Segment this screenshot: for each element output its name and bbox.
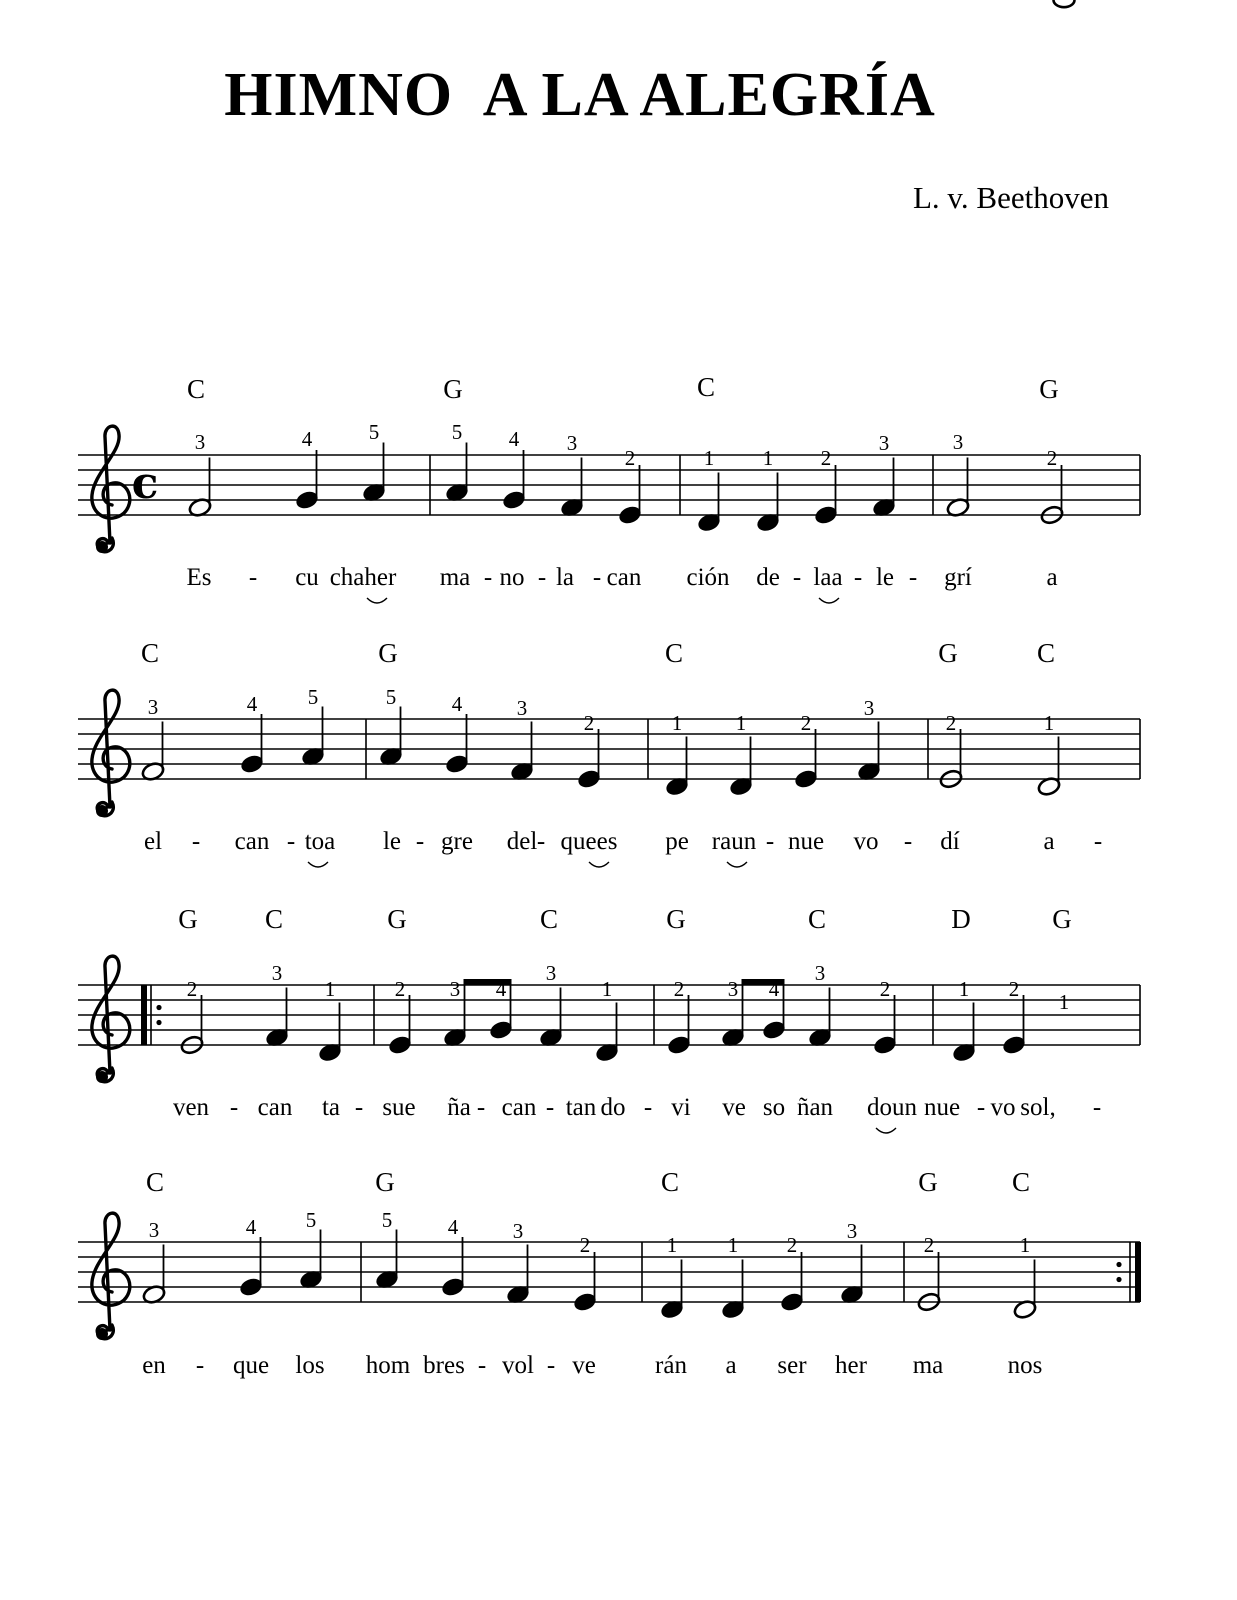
lyric-syllable: can xyxy=(234,828,270,855)
lyric-syllable: - xyxy=(792,564,802,591)
lyric-syllable: - xyxy=(853,564,863,591)
lyric-syllable: tan xyxy=(565,1094,597,1121)
note xyxy=(142,1245,167,1306)
lyric-syllable: ción xyxy=(686,564,730,591)
lyric-syllable: can xyxy=(501,1094,537,1121)
lyric-syllable: quees xyxy=(560,828,618,855)
note xyxy=(240,714,265,775)
lyric-syllable: gre xyxy=(441,828,473,855)
lyric-syllable: ven xyxy=(172,1094,210,1121)
fingering-number: 2 xyxy=(1046,446,1058,470)
note xyxy=(265,988,290,1049)
lyric-syllable: - xyxy=(976,1094,986,1121)
staff xyxy=(78,455,1140,515)
chord-symbol: C xyxy=(664,638,684,668)
lyric-syllable: - xyxy=(546,1352,556,1379)
fingering-number: 4 xyxy=(495,977,507,1001)
lyric-syllable: le xyxy=(382,828,402,855)
note xyxy=(729,737,754,798)
lyric-syllable: nue xyxy=(787,828,825,855)
chord-symbol: G xyxy=(443,374,463,404)
chord-symbol: C xyxy=(186,374,206,404)
fingering-number: 2 xyxy=(923,1233,935,1257)
lyric-syllable: do xyxy=(600,1094,626,1121)
fingering-number: 2 xyxy=(624,446,636,470)
fingering-number: 2 xyxy=(186,977,198,1001)
note xyxy=(840,1245,865,1306)
lyric-syllable: cu xyxy=(295,564,319,591)
repeat-start-thick xyxy=(141,985,147,1045)
note xyxy=(857,722,882,783)
chord-symbol: G xyxy=(1039,374,1059,404)
lyric-syllable: - xyxy=(415,828,425,855)
note xyxy=(573,1252,598,1313)
chord-symbol: C xyxy=(1011,1167,1031,1197)
fingering-number: 2 xyxy=(879,977,891,1001)
chord-symbol: G xyxy=(938,638,958,668)
chord-symbol: G xyxy=(178,904,198,934)
lyric-syllable: a xyxy=(725,1352,737,1379)
lyric-syllable: laa xyxy=(813,564,843,591)
fingering-number: 5 xyxy=(381,1208,393,1232)
fingering-number: 1 xyxy=(735,711,747,735)
lyric-syllable: - xyxy=(592,564,602,591)
common-time-icon: c xyxy=(131,458,159,509)
lyric-syllable: ma xyxy=(439,564,471,591)
lyric-syllable: a xyxy=(1043,828,1055,855)
note xyxy=(872,458,897,519)
staff xyxy=(78,1242,1140,1302)
fingering-number: 2 xyxy=(786,1233,798,1257)
lyric-syllable: - xyxy=(248,564,258,591)
repeat-dot xyxy=(156,1005,161,1010)
elision-tie xyxy=(727,862,747,867)
fingering-number: 4 xyxy=(508,427,520,451)
lyric-syllable: ta xyxy=(321,1094,341,1121)
lyric-syllable: vi xyxy=(671,1094,691,1121)
fingering-number: 3 xyxy=(545,961,557,985)
note xyxy=(1037,737,1062,798)
lyric-syllable: - xyxy=(536,828,546,855)
lyric-syllable: - xyxy=(1092,1094,1102,1121)
chord-symbol: C xyxy=(660,1167,680,1197)
note xyxy=(814,465,839,526)
elision-tie xyxy=(819,598,839,603)
elision-tie xyxy=(308,862,328,867)
fingering-number: 3 xyxy=(194,430,206,454)
lyric-syllable: - xyxy=(354,1094,364,1121)
chord-symbol: G xyxy=(378,638,398,668)
note xyxy=(618,465,643,526)
fingering-number: 5 xyxy=(451,420,463,444)
fingering-number: 2 xyxy=(820,446,832,470)
note xyxy=(318,1003,343,1064)
note xyxy=(388,995,413,1056)
note xyxy=(188,458,213,519)
note xyxy=(939,729,964,790)
note xyxy=(721,1260,746,1321)
note xyxy=(141,722,166,783)
lyric-syllable: her xyxy=(835,1352,867,1379)
note xyxy=(441,1237,466,1298)
note xyxy=(362,443,387,504)
fingering-number: 2 xyxy=(394,977,406,1001)
treble-clef-icon xyxy=(92,956,130,1083)
note xyxy=(375,1230,400,1291)
elision-tie xyxy=(876,1128,896,1133)
lyric-syllable: raun xyxy=(711,828,757,855)
lyric-syllable: hom xyxy=(365,1352,411,1379)
lyric-syllable: - xyxy=(908,564,918,591)
note xyxy=(595,1003,620,1064)
note xyxy=(239,1237,264,1298)
note xyxy=(665,737,690,798)
fingering-number: 3 xyxy=(516,696,528,720)
note xyxy=(295,450,320,511)
note xyxy=(667,995,692,1056)
lyric-syllable: ser xyxy=(777,1352,807,1379)
note xyxy=(1002,995,1027,1056)
lyric-syllable: - xyxy=(195,1352,205,1379)
note xyxy=(445,443,470,504)
fingering-number: 1 xyxy=(703,446,715,470)
lyric-syllable: - xyxy=(476,1094,486,1121)
lyric-syllable: nue xyxy=(923,1094,961,1121)
note xyxy=(180,995,205,1056)
chord-symbol: G xyxy=(1052,904,1072,934)
note xyxy=(445,714,470,775)
repeat-dot xyxy=(1116,1262,1121,1267)
staff xyxy=(78,719,1140,779)
note xyxy=(539,988,564,1049)
fingering-number: 1 xyxy=(324,977,336,1001)
lyric-syllable: la xyxy=(555,564,575,591)
lyric-syllable: bres xyxy=(423,1352,465,1379)
chord-symbol: G xyxy=(375,1167,395,1197)
note xyxy=(780,1252,805,1313)
chord-symbol: C xyxy=(140,638,160,668)
lyric-syllable: vo xyxy=(853,828,879,855)
lyric-syllable: en xyxy=(142,1352,166,1379)
note xyxy=(756,473,781,534)
fingering-number: 3 xyxy=(148,1218,160,1242)
fingering-number: 1 xyxy=(1019,1233,1031,1257)
lyric-syllable: ve xyxy=(572,1352,596,1379)
lyric-syllable: so xyxy=(762,1094,786,1121)
note xyxy=(794,729,819,790)
lyric-syllable: los xyxy=(295,1352,325,1379)
fingering-number: 5 xyxy=(305,1208,317,1232)
note xyxy=(873,995,898,1056)
lyric-syllable: - xyxy=(191,828,201,855)
note xyxy=(379,707,404,768)
note xyxy=(1040,465,1065,526)
fingering-number: 3 xyxy=(449,977,461,1001)
fingering-number: 3 xyxy=(271,961,283,985)
fingering-number: 3 xyxy=(814,961,826,985)
fingering-number: 5 xyxy=(385,685,397,709)
lyric-syllable: can xyxy=(606,564,642,591)
note xyxy=(1013,1260,1038,1321)
note xyxy=(510,722,535,783)
chord-symbol: C xyxy=(264,904,284,934)
fingering-number: 5 xyxy=(368,420,380,444)
lyric-syllable: grí xyxy=(944,564,972,591)
lyric-syllable: - xyxy=(545,1094,555,1121)
lyric-syllable: sue xyxy=(382,1094,416,1121)
chord-symbol: G xyxy=(387,904,407,934)
chord-symbol: C xyxy=(539,904,559,934)
lyric-syllable: sol, xyxy=(1020,1094,1056,1121)
fingering-number: 4 xyxy=(301,427,313,451)
lyric-syllable: rán xyxy=(655,1352,687,1379)
fingering-number: 1 xyxy=(1058,990,1070,1014)
note xyxy=(301,707,326,768)
chord-symbol: C xyxy=(145,1167,165,1197)
chord-symbol: G xyxy=(918,1167,938,1197)
note xyxy=(917,1252,942,1313)
chord-symbol: C xyxy=(1036,638,1056,668)
lyric-syllable: pe xyxy=(665,828,689,855)
fingering-number: 1 xyxy=(1043,711,1055,735)
lyric-syllable: can xyxy=(257,1094,293,1121)
fingering-number: 1 xyxy=(671,711,683,735)
fingering-number: 2 xyxy=(673,977,685,1001)
fingering-number: 3 xyxy=(846,1219,858,1243)
fingering-number: 2 xyxy=(1008,977,1020,1001)
lyric-syllable: - xyxy=(537,564,547,591)
fingering-number: 3 xyxy=(147,695,159,719)
lyric-syllable: doun xyxy=(867,1094,917,1121)
fingering-number: 1 xyxy=(958,977,970,1001)
note xyxy=(660,1260,685,1321)
fingering-number: 3 xyxy=(863,696,875,720)
fingering-number: 2 xyxy=(579,1233,591,1257)
lyric-syllable: - xyxy=(765,828,775,855)
note xyxy=(946,458,971,519)
fingering-number: 1 xyxy=(666,1233,678,1257)
fingering-number: 1 xyxy=(601,977,613,1001)
lyric-syllable: ma xyxy=(912,1352,944,1379)
lyric-syllable: - xyxy=(903,828,913,855)
fingering-number: 2 xyxy=(583,711,595,735)
repeat-dot xyxy=(1116,1277,1121,1282)
note xyxy=(1054,0,1075,7)
note xyxy=(952,1003,977,1064)
lyric-syllable: del xyxy=(506,828,538,855)
chord-symbol: C xyxy=(807,904,827,934)
lyric-syllable: ñan xyxy=(796,1094,834,1121)
treble-clef-icon xyxy=(92,426,130,553)
lyric-syllable: de xyxy=(756,564,780,591)
chord-symbol: D xyxy=(951,904,971,934)
note xyxy=(299,1230,324,1291)
fingering-number: 4 xyxy=(246,692,258,716)
lyric-syllable: - xyxy=(229,1094,239,1121)
final-barline xyxy=(1135,1242,1141,1302)
note xyxy=(808,988,833,1049)
lyric-syllable: ña xyxy=(447,1094,471,1121)
fingering-number: 4 xyxy=(768,977,780,1001)
chord-symbol: C xyxy=(696,372,716,402)
lyric-syllable: vol xyxy=(502,1352,534,1379)
composer-name: L. v. Beethoven xyxy=(913,180,1109,215)
treble-clef-icon xyxy=(92,690,130,817)
note xyxy=(697,473,722,534)
fingering-number: 4 xyxy=(245,1215,257,1239)
lyric-syllable: - xyxy=(286,828,296,855)
fingering-number: 1 xyxy=(762,446,774,470)
repeat-dot xyxy=(156,1020,161,1025)
chord-symbol: G xyxy=(666,904,686,934)
fingering-number: 3 xyxy=(512,1219,524,1243)
fingering-number: 1 xyxy=(727,1233,739,1257)
fingering-number: 3 xyxy=(727,977,739,1001)
fingering-number: 2 xyxy=(945,711,957,735)
lyric-syllable: no xyxy=(499,564,525,591)
note xyxy=(506,1245,531,1306)
lyric-syllable: ve xyxy=(722,1094,746,1121)
lyric-syllable: que xyxy=(232,1352,270,1379)
score-title: HIMNO A LA ALEGRÍA xyxy=(224,61,936,129)
lyric-syllable: Es xyxy=(186,564,212,591)
fingering-number: 4 xyxy=(447,1215,459,1239)
elision-tie xyxy=(367,598,387,603)
note xyxy=(577,729,602,790)
fingering-number: 4 xyxy=(451,692,463,716)
lyric-syllable: - xyxy=(1093,828,1103,855)
lyric-syllable: - xyxy=(483,564,493,591)
fingering-number: 2 xyxy=(800,711,812,735)
lyric-syllable: - xyxy=(477,1352,487,1379)
note xyxy=(560,458,585,519)
elision-tie xyxy=(589,862,609,867)
fingering-number: 3 xyxy=(952,430,964,454)
note xyxy=(502,450,527,511)
treble-clef-icon xyxy=(92,1213,130,1340)
lyric-syllable: le xyxy=(875,564,895,591)
lyric-syllable: el xyxy=(143,828,163,855)
lyric-syllable: a xyxy=(1046,564,1058,591)
lyric-syllable: dí xyxy=(940,828,960,855)
fingering-number: 3 xyxy=(566,431,578,455)
lyric-syllable: toa xyxy=(304,828,336,855)
lyric-syllable: vo xyxy=(990,1094,1016,1121)
fingering-number: 3 xyxy=(878,431,890,455)
lyric-syllable: nos xyxy=(1007,1352,1043,1379)
lyric-syllable: - xyxy=(643,1094,653,1121)
fingering-number: 5 xyxy=(307,685,319,709)
lyric-syllable: chaher xyxy=(329,564,397,591)
